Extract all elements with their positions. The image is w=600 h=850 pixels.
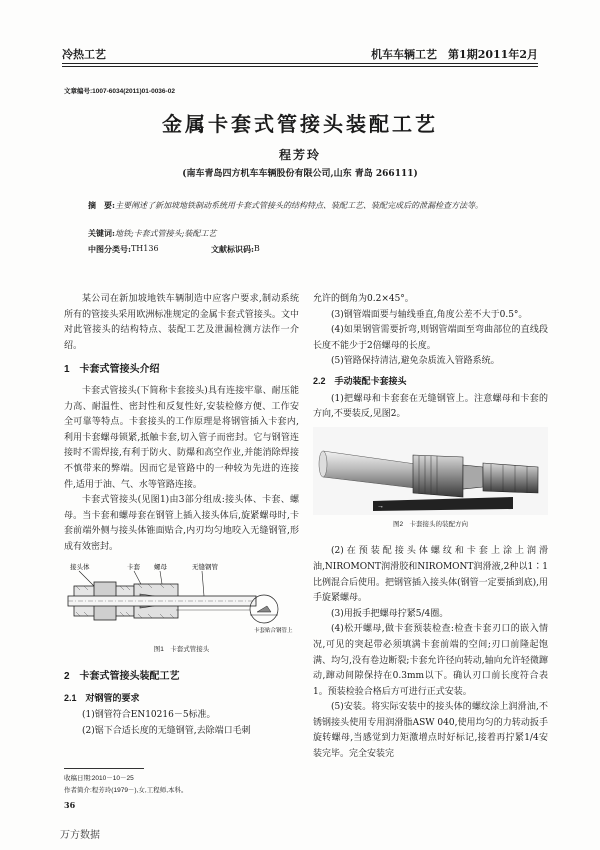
section-2-1-item-2: (2)锯下合适长度的无缝钢管,去除端口毛刺 xyxy=(82,725,251,736)
abstract-text: 主要阐述了新加坡地铁制动系统用卡套式管接头的结构特点、装配工艺、装配完成后的泄漏检查方法等。 xyxy=(114,201,483,210)
author-affiliation: (南车青岛四方机车车辆股份有限公司,山东 青岛 266111) xyxy=(182,169,418,179)
right-paragraph-2: (4)如果钢管需要折弯,则钢管端面至弯曲部位的直线段长度不能少于2倍螺母的长度。 xyxy=(313,325,548,351)
doc-code-value: B xyxy=(253,244,260,253)
section-1-paragraph-2: 卡套式管接头(见图1)由3部分组成:接头体、卡套、螺母。当卡套和螺母套在钢管上插入接头体后,旋紧螺母时,卡套前端外侧与接头体锥面贴合,内刃均匀地咬入无缝钢管,形成有效密封。 xyxy=(64,495,299,552)
fig1-note: 卡套贴合钢管上 xyxy=(254,627,293,634)
section-2-2-heading: 2.2 手动装配卡套接头 xyxy=(313,375,407,386)
footnote-rule xyxy=(64,768,144,769)
article-number: 文章编号:1007-6034(2011)01-0036-02 xyxy=(64,88,175,95)
figure-1-caption: 图1 卡套式管接头 xyxy=(153,645,210,653)
keywords xyxy=(88,228,216,239)
abstract-label: 摘 要: xyxy=(88,200,115,210)
header-journal: 机车车辆工艺 第1期2011年2月 xyxy=(371,48,538,61)
fig1-label-body: 接头体 xyxy=(70,563,90,571)
abstract xyxy=(88,198,518,213)
fitting-diagram xyxy=(64,560,299,640)
article-title: 金属卡套式管接头装配工艺 xyxy=(162,112,438,136)
watermark: 万方数据 xyxy=(60,830,100,841)
keywords-text: 地铁;卡套式管接头;装配工艺 xyxy=(114,229,217,238)
right-column xyxy=(313,292,548,763)
running-header xyxy=(62,44,538,62)
keywords-label: 关键词: xyxy=(88,228,115,238)
section-2-heading: 2 卡套式管接头装配工艺 xyxy=(64,671,180,683)
figure-2-caption: 图2 卡套接头的装配方向 xyxy=(392,520,469,528)
intro-paragraph: 某公司在新加坡地铁车辆制造中应客户要求,制动系统所有的管接头采用欧洲标准规定的金属卡套式管接头。文中对此管接头的结构特点、装配工艺及泄漏检测方法作一介绍。 xyxy=(64,294,299,351)
right-paragraph-6: (3)用扳手把螺母拧紧5/4圈。 xyxy=(331,608,449,619)
section-2-1-item-1: (1)钢管符合EN10216－5标准。 xyxy=(82,710,216,721)
header-section: 冷热工艺 xyxy=(62,48,106,61)
assembly-photo xyxy=(313,427,548,515)
author-name: 程芳玲 xyxy=(278,148,321,162)
right-paragraph-8: (5)安装。将实际安装中的接头体的螺纹涂上润滑油,不锈钢接头使用专用润滑脂ASW 040,使用均匀的力转动扳手旋转螺母,当感觉到力矩激增点时好标记,接着再拧紧1/4安装完毕。完全安装完 xyxy=(313,702,548,760)
fig1-label-ferrule: 卡套 xyxy=(127,563,140,571)
footnote-received: 收稿日期:2010－10－25 xyxy=(64,775,134,782)
right-paragraph-0: 允许的倒角为0.2×45°。 xyxy=(313,294,414,304)
header-rule-thin xyxy=(62,66,538,67)
right-paragraph-3: (5)管路保持清洁,避免杂质流入管路系统。 xyxy=(331,356,500,367)
figure-2 xyxy=(313,427,548,515)
fig1-label-tube: 无缝钢管 xyxy=(192,563,218,571)
page-number: 36 xyxy=(64,800,76,810)
section-2-1-heading: 2.1 对钢管的要求 xyxy=(64,692,140,703)
arrow-icon: → xyxy=(377,502,384,510)
classification xyxy=(88,244,388,255)
section-1-paragraph-1: 卡套式管接头(下简称卡套接头)具有连接牢靠、耐压能力高、耐温性、密封性和反复性好,安装检修方便、工作安全可靠等特点。卡套接头的工作原理是将钢管插入卡套内,利用卡套螺母锁紧,抵触卡套,切入管子而密封。它与钢管连接时不需焊接,有利于防火、防爆和高空作业,并能消除焊接不慎带来的弊端。因而它是管路中的一种较为先进的连接件,适用于油、气、水等管路连接。 xyxy=(64,385,299,490)
right-paragraph-5: (2)在预装配接头体螺纹和卡套上涂上润滑油,NIROMONT润滑胶和NIROMONT润滑液,2种以1∶1比例混合后使用。把钢管插入接头体(钢管一定要插到底),用手旋紧螺母。 xyxy=(313,546,548,604)
figure-1 xyxy=(64,560,299,640)
right-paragraph-1: (3)钢管端面要与轴线垂直,角度公差不大于0.5°。 xyxy=(331,309,528,320)
left-column xyxy=(64,292,299,739)
header-rule xyxy=(62,63,538,64)
clc-label: 中图分类号: xyxy=(88,244,131,254)
fig1-label-nut: 螺母 xyxy=(154,563,167,571)
right-paragraph-7: (4)松开螺母,做卡套预装检查:检查卡套刃口的嵌入情况,可见的突起带必须填满卡套前端的空间;刃口前隆起饱满、均匀,没有卷边断裂;卡套允许径向转动,轴向允许轻微蹿动,蹿动间隙保持在0.3mm以下。确认刃口前长度符合表1。预装检验合格后方可进行正式安装。 xyxy=(313,624,548,697)
clc-value: TH136 xyxy=(130,244,159,253)
section-1-heading: 1 卡套式管接头介绍 xyxy=(64,364,160,376)
doc-code-label: 文献标识码: xyxy=(210,244,254,254)
right-paragraph-4: (1)把螺母和卡套套在无缝钢管上。注意螺母和卡套的方向,不要装反,见图2。 xyxy=(313,393,548,420)
footnote-author-bio: 作者简介:程芳玲(1979－),女,工程师,本科。 xyxy=(64,787,188,794)
